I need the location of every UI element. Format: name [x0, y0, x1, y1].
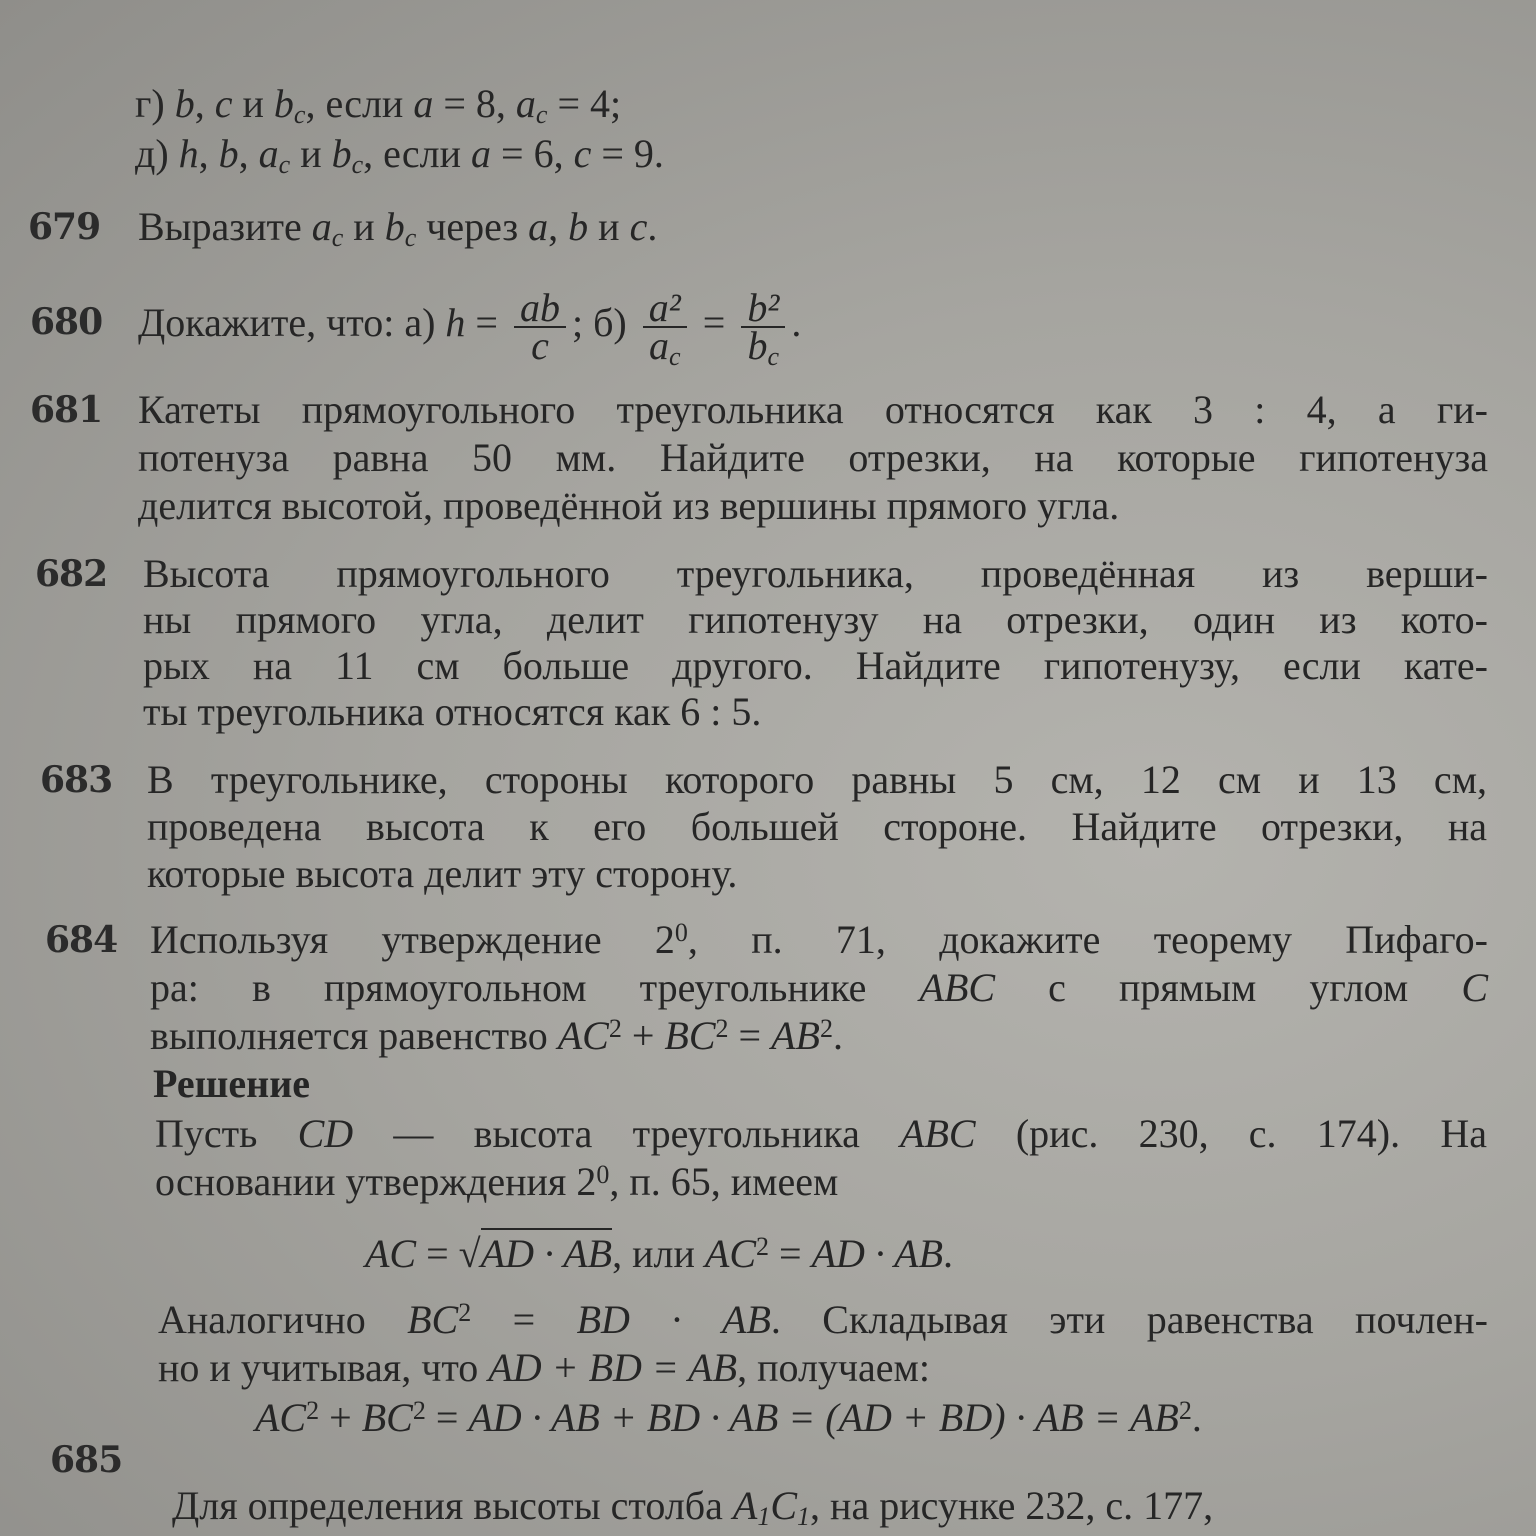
text-segment: ,: [238, 131, 259, 176]
fraction-denominator: [643, 323, 687, 371]
fraction: [643, 285, 687, 371]
text-segment: =: [769, 1231, 812, 1276]
text-segment: c: [629, 204, 648, 249]
text-segment: Катеты прямоугольного треугольника относятся как 3 : 4, а ги-: [138, 387, 1488, 432]
text-line: [143, 551, 1488, 596]
text-segment: .: [832, 1013, 843, 1058]
text-segment: = √: [416, 1231, 481, 1276]
denominator-text: b: [747, 323, 768, 368]
text-segment: =: [728, 1013, 772, 1058]
text-segment: C: [770, 1483, 798, 1528]
denominator-text: c: [531, 323, 549, 368]
text-line: [135, 131, 664, 179]
text-segment: , или: [612, 1231, 705, 1276]
fraction-numerator: ab: [514, 290, 566, 328]
text-segment: b: [384, 204, 405, 249]
text-segment: .: [943, 1231, 954, 1276]
text-line: [155, 1159, 839, 1204]
text-segment: 2: [412, 1396, 426, 1425]
text-segment: 2: [756, 1232, 770, 1261]
text-segment: 1: [757, 1502, 771, 1531]
fraction: [741, 285, 785, 371]
text-segment: a: [471, 131, 492, 176]
text-line: [138, 204, 658, 252]
text-segment: , получаем:: [737, 1345, 930, 1390]
text-segment: но и учитывая, что: [158, 1345, 489, 1390]
text-segment: AD · AB: [811, 1231, 944, 1276]
denominator-text: a: [648, 323, 669, 368]
text-segment: Докажите, что: а): [138, 300, 446, 346]
text-segment: 2: [458, 1298, 472, 1327]
text-segment: с прямым углом: [995, 965, 1462, 1010]
exercise-number: 683: [40, 759, 113, 801]
text-line: [138, 387, 1488, 432]
text-segment: c: [573, 131, 592, 176]
text-segment: — высота треугольника: [353, 1111, 901, 1156]
text-line: [155, 1111, 1487, 1156]
text-segment: c: [351, 150, 364, 179]
text-segment: выполняется равенство: [150, 1013, 558, 1058]
text-line: [138, 435, 1488, 480]
text-segment: г): [135, 81, 175, 126]
text-line: [255, 1395, 1202, 1440]
text-segment: .: [791, 300, 802, 346]
text-segment: 0: [596, 1160, 610, 1189]
text-segment: BC: [664, 1013, 716, 1058]
text-segment: c: [404, 223, 417, 252]
text-line: [158, 1297, 1488, 1342]
text-segment: AD + BD = AB: [488, 1345, 738, 1390]
text-segment: .: [647, 204, 658, 249]
text-line: [147, 851, 738, 896]
text-line: [143, 643, 1488, 688]
text-segment: Выразите: [138, 204, 312, 249]
text-segment: = 9.: [591, 131, 664, 176]
text-segment: Для определения высоты столба: [172, 1483, 733, 1528]
exercise-number: 680: [30, 301, 103, 343]
exercise-number: 681: [30, 389, 103, 431]
exercise-number: 684: [45, 919, 118, 961]
text-segment: =: [471, 1297, 577, 1342]
text-segment: д): [135, 131, 179, 176]
text-segment: , если: [363, 131, 472, 176]
text-segment: AC: [365, 1231, 417, 1276]
text-line: [143, 689, 762, 734]
text-line: [150, 917, 1488, 962]
text-segment: ,: [548, 204, 569, 249]
text-segment: 1: [797, 1502, 811, 1531]
text-segment: проведена высота к его большей стороне. Найдите отрезки, на: [147, 804, 1487, 849]
text-segment: Используя утверждение 2: [150, 917, 675, 962]
text-line: [147, 757, 1487, 802]
fraction-denominator: [514, 323, 566, 368]
text-segment: b: [331, 131, 352, 176]
text-line: [143, 597, 1488, 642]
fraction-numerator: a²: [643, 290, 687, 328]
text-segment: Пусть: [155, 1111, 298, 1156]
text-segment: BC: [361, 1395, 413, 1440]
text-segment: b: [568, 204, 589, 249]
text-segment: c: [535, 100, 548, 129]
text-segment: c: [293, 100, 306, 129]
exercise-number: 679: [28, 206, 101, 248]
fraction-denominator: [741, 323, 785, 371]
text-segment: ,: [194, 81, 215, 126]
text-segment: ра: в прямоугольном треугольнике: [150, 965, 920, 1010]
text-segment: BD · AB: [576, 1297, 771, 1342]
text-segment: c: [278, 150, 291, 179]
text-segment: BC: [407, 1297, 459, 1342]
text-segment: рых на 11 см больше другого. Найдите гипотенузу, если кате-: [143, 643, 1488, 688]
text-segment: AC: [255, 1395, 307, 1440]
text-line: [153, 1061, 311, 1106]
text-segment: = 4;: [547, 81, 622, 126]
text-segment: c: [331, 223, 344, 252]
text-segment: 2: [819, 1014, 833, 1043]
text-segment: b: [273, 81, 294, 126]
text-segment: и: [588, 204, 630, 249]
text-line: [135, 81, 622, 129]
text-segment: ты треугольника относятся как 6 : 5.: [143, 689, 762, 734]
text-segment: .: [1191, 1395, 1202, 1440]
text-segment: , если: [305, 81, 414, 126]
text-segment: C: [1461, 965, 1488, 1010]
text-line: [150, 1013, 843, 1058]
text-segment: 2: [715, 1014, 729, 1043]
text-segment: 2: [1178, 1396, 1192, 1425]
exercise-number: 685: [50, 1439, 123, 1481]
text-segment: b: [174, 81, 195, 126]
text-segment: и: [343, 204, 385, 249]
text-segment: a: [515, 81, 536, 126]
text-segment: a: [528, 204, 549, 249]
text-segment: ны прямого угла, делит гипотенузу на отрезки, один из кото-: [143, 597, 1488, 642]
text-segment: (рис. 230, с. 174). На: [975, 1111, 1487, 1156]
text-segment: c: [214, 81, 233, 126]
text-segment: AC: [704, 1231, 757, 1276]
text-segment: 0: [674, 918, 688, 947]
text-segment: и: [290, 131, 332, 176]
text-segment: A: [732, 1483, 758, 1528]
text-segment: через: [416, 204, 529, 249]
text-segment: ABC: [919, 965, 996, 1010]
text-line: [172, 1483, 1214, 1531]
text-segment: AB: [771, 1013, 820, 1058]
text-segment: AD · AB + BD · AB = (AD + BD) · AB = AB: [468, 1395, 1179, 1440]
denominator-subscript: c: [668, 342, 681, 371]
text-segment: ABC: [900, 1111, 976, 1156]
text-segment: =: [692, 300, 736, 346]
text-segment: a: [311, 204, 332, 249]
text-segment: AC: [557, 1013, 609, 1058]
fraction: [514, 285, 566, 368]
text-segment: +: [319, 1395, 362, 1440]
text-segment: которые высота делит эту сторону.: [147, 851, 738, 896]
text-segment: , п. 65, имеем: [609, 1159, 839, 1204]
text-segment: b: [218, 131, 239, 176]
text-segment: Высота прямоугольного треугольника, проведённая из верши-: [143, 551, 1488, 596]
text-segment: потенуза равна 50 мм. Найдите отрезки, на которые гипотенуза: [138, 435, 1488, 480]
text-line: [365, 1231, 954, 1276]
text-line: [150, 965, 1488, 1010]
text-segment: CD: [297, 1111, 354, 1156]
text-segment: AD · AB: [481, 1228, 612, 1276]
denominator-subscript: c: [767, 342, 780, 371]
text-segment: +: [621, 1013, 665, 1058]
text-segment: делится высотой, проведённой из вершины прямого угла.: [138, 483, 1120, 528]
text-line: [138, 285, 802, 371]
text-line: [158, 1345, 930, 1390]
text-segment: 2: [608, 1014, 622, 1043]
fraction-numerator: b²: [741, 290, 785, 328]
text-segment: , на рисунке 232, с. 177,: [810, 1483, 1214, 1528]
text-segment: a: [413, 81, 434, 126]
text-segment: и: [232, 81, 274, 126]
text-segment: = 6,: [491, 131, 574, 176]
text-segment: В треугольнике, стороны которого равны 5 см, 12 см и 13 см,: [147, 757, 1487, 802]
text-segment: 2: [306, 1396, 320, 1425]
text-segment: ; б): [571, 300, 637, 346]
text-segment: h: [445, 300, 466, 346]
text-segment: Аналогично: [158, 1297, 408, 1342]
text-line: [147, 804, 1487, 849]
text-segment: ,: [198, 131, 219, 176]
text-segment: . Складывая эти равенства почлен-: [770, 1297, 1488, 1342]
text-line: [138, 483, 1120, 528]
text-segment: основании утверждения 2: [155, 1159, 597, 1204]
section-heading: Решение: [153, 1061, 311, 1106]
text-segment: a: [258, 131, 279, 176]
text-segment: h: [178, 131, 199, 176]
text-segment: , п. 71, докажите теорему Пифаго-: [687, 917, 1488, 962]
exercise-number: 682: [35, 553, 108, 595]
text-segment: = 8,: [433, 81, 516, 126]
text-segment: =: [465, 300, 508, 346]
text-segment: =: [425, 1395, 469, 1440]
